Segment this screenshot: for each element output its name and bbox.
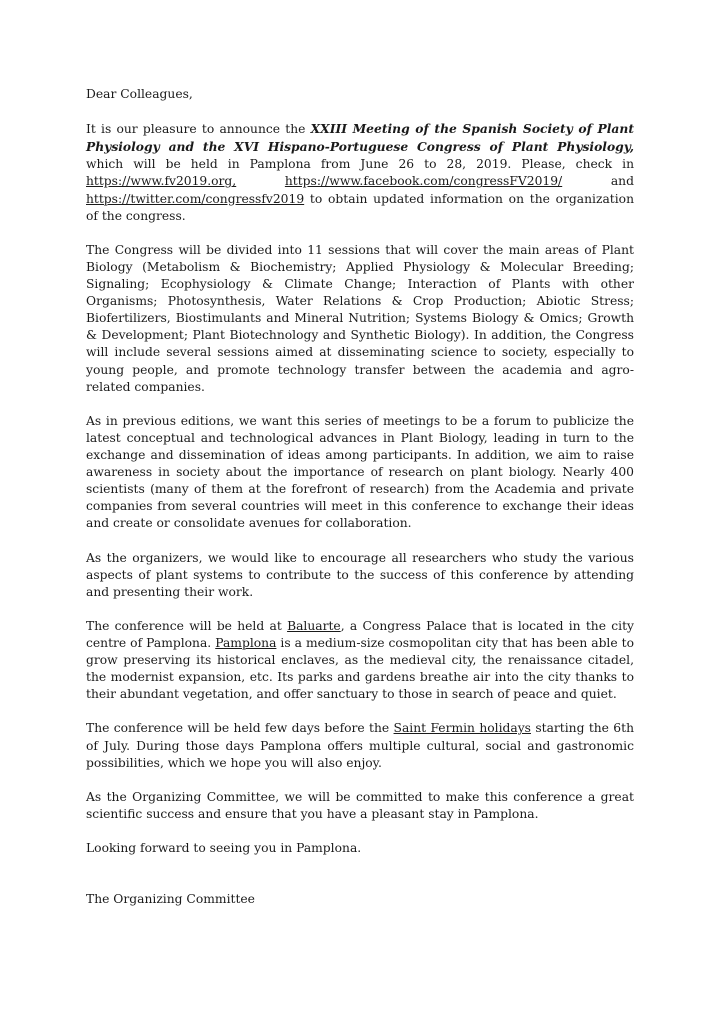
paragraph-encourage: As the organizers, we would like to encourage all researchers who study the various aspects of plant systems to contribute to the success of this conference by attending and presenting their work. <box>86 550 634 599</box>
paragraph-forum: As in previous editions, we want this series of meetings to be a forum to publicize the latest conceptual and technological advances in Plant Biology, leading in turn to the exchange and dissemination of ideas among participants. In addition, we aim to raise awareness in society about the importance of research on plant biology. Nearly 400 scientists (many of them at the forefront of research) from the Academia and private companies from several countries will meet in this conference to exchange their ideas and create or consolidate avenues for collaboration. <box>86 413 634 531</box>
baluarte-link[interactable]: Baluarte <box>287 618 341 633</box>
signature-spacer <box>86 874 634 891</box>
letter-body <box>86 86 634 926</box>
announcement-text-1: It is our pleasure to announce the <box>86 122 311 137</box>
signature: The Organizing Committee <box>86 892 255 907</box>
facebook-link[interactable]: https://www.facebook.com/congressFV2019/ <box>284 174 563 189</box>
announcement-text-2: which will be held in Pamplona from June 26 to 28, 2019. Please, check in <box>86 157 634 172</box>
saint-fermin-link[interactable]: Saint Fermin holidays <box>393 721 531 736</box>
twitter-link[interactable]: https://twitter.com/congressfv2019 <box>86 191 305 206</box>
announcement-text-4: to obtain updated information on the organization of the congress. <box>86 191 634 223</box>
paragraph-holidays: The conference will be held few days before the Saint Fermin holidays starting the 6th of July. During those days Pamplona offers multiple cultural, social and gastronomic possibilities, which we hope you will also enjoy. <box>86 721 634 770</box>
paragraph-venue: The conference will be held at Baluarte, a Congress Palace that is located in the city centre of Pamplona. Pamplona is a medium-size cosmopolitan city that has been able to grow preserving its historical enclaves, as the medieval city, the renaissance citadel, the modernist expansion, etc. Its parks and gardens breathe air into the city thanks to their abundant vegetation, and offer sanctuary to those in search of peace and quiet. <box>86 618 634 702</box>
pamplona-link[interactable]: Pamplona <box>215 636 277 650</box>
announcement-text-3: and <box>562 174 634 189</box>
congress-title: XXIII Meeting of the Spanish Society of Plant Physiology and the XVI Hispano-Portuguese Congress of Plant Physiology, <box>86 121 635 155</box>
paragraph-committee: As the Organizing Committee, we will be committed to make this conference a great scientific success and ensure that you have a pleasant stay in Pamplona. <box>86 789 634 821</box>
greeting: Dear Colleagues, <box>86 87 193 101</box>
paragraph-closing: Looking forward to seeing you in Pamplona. <box>86 841 362 856</box>
paragraph-sessions: The Congress will be divided into 11 sessions that will cover the main areas of Plant Biology (Metabolism & Biochemistry; Applied Physiology & Molecular Breeding; Signaling; Ecophysiology & Climate Change; Interaction of Plants with other Organisms; Photosynthesis, Water Relations & Crop Production; Abiotic Stress; Biofertilizers, Biostimulants and Mineral Nutrition; Systems Biology & Omics; Growth & Development; Plant Biotechnology and Synthetic Biology). In addition, the Congress will include several sessions aimed at disseminating science to society, especially to young people, and promote technology transfer between the academia and agro-related companies. <box>86 242 634 394</box>
website-link[interactable]: https://www.fv2019.org, <box>86 174 237 189</box>
paragraph-announcement <box>86 120 634 225</box>
